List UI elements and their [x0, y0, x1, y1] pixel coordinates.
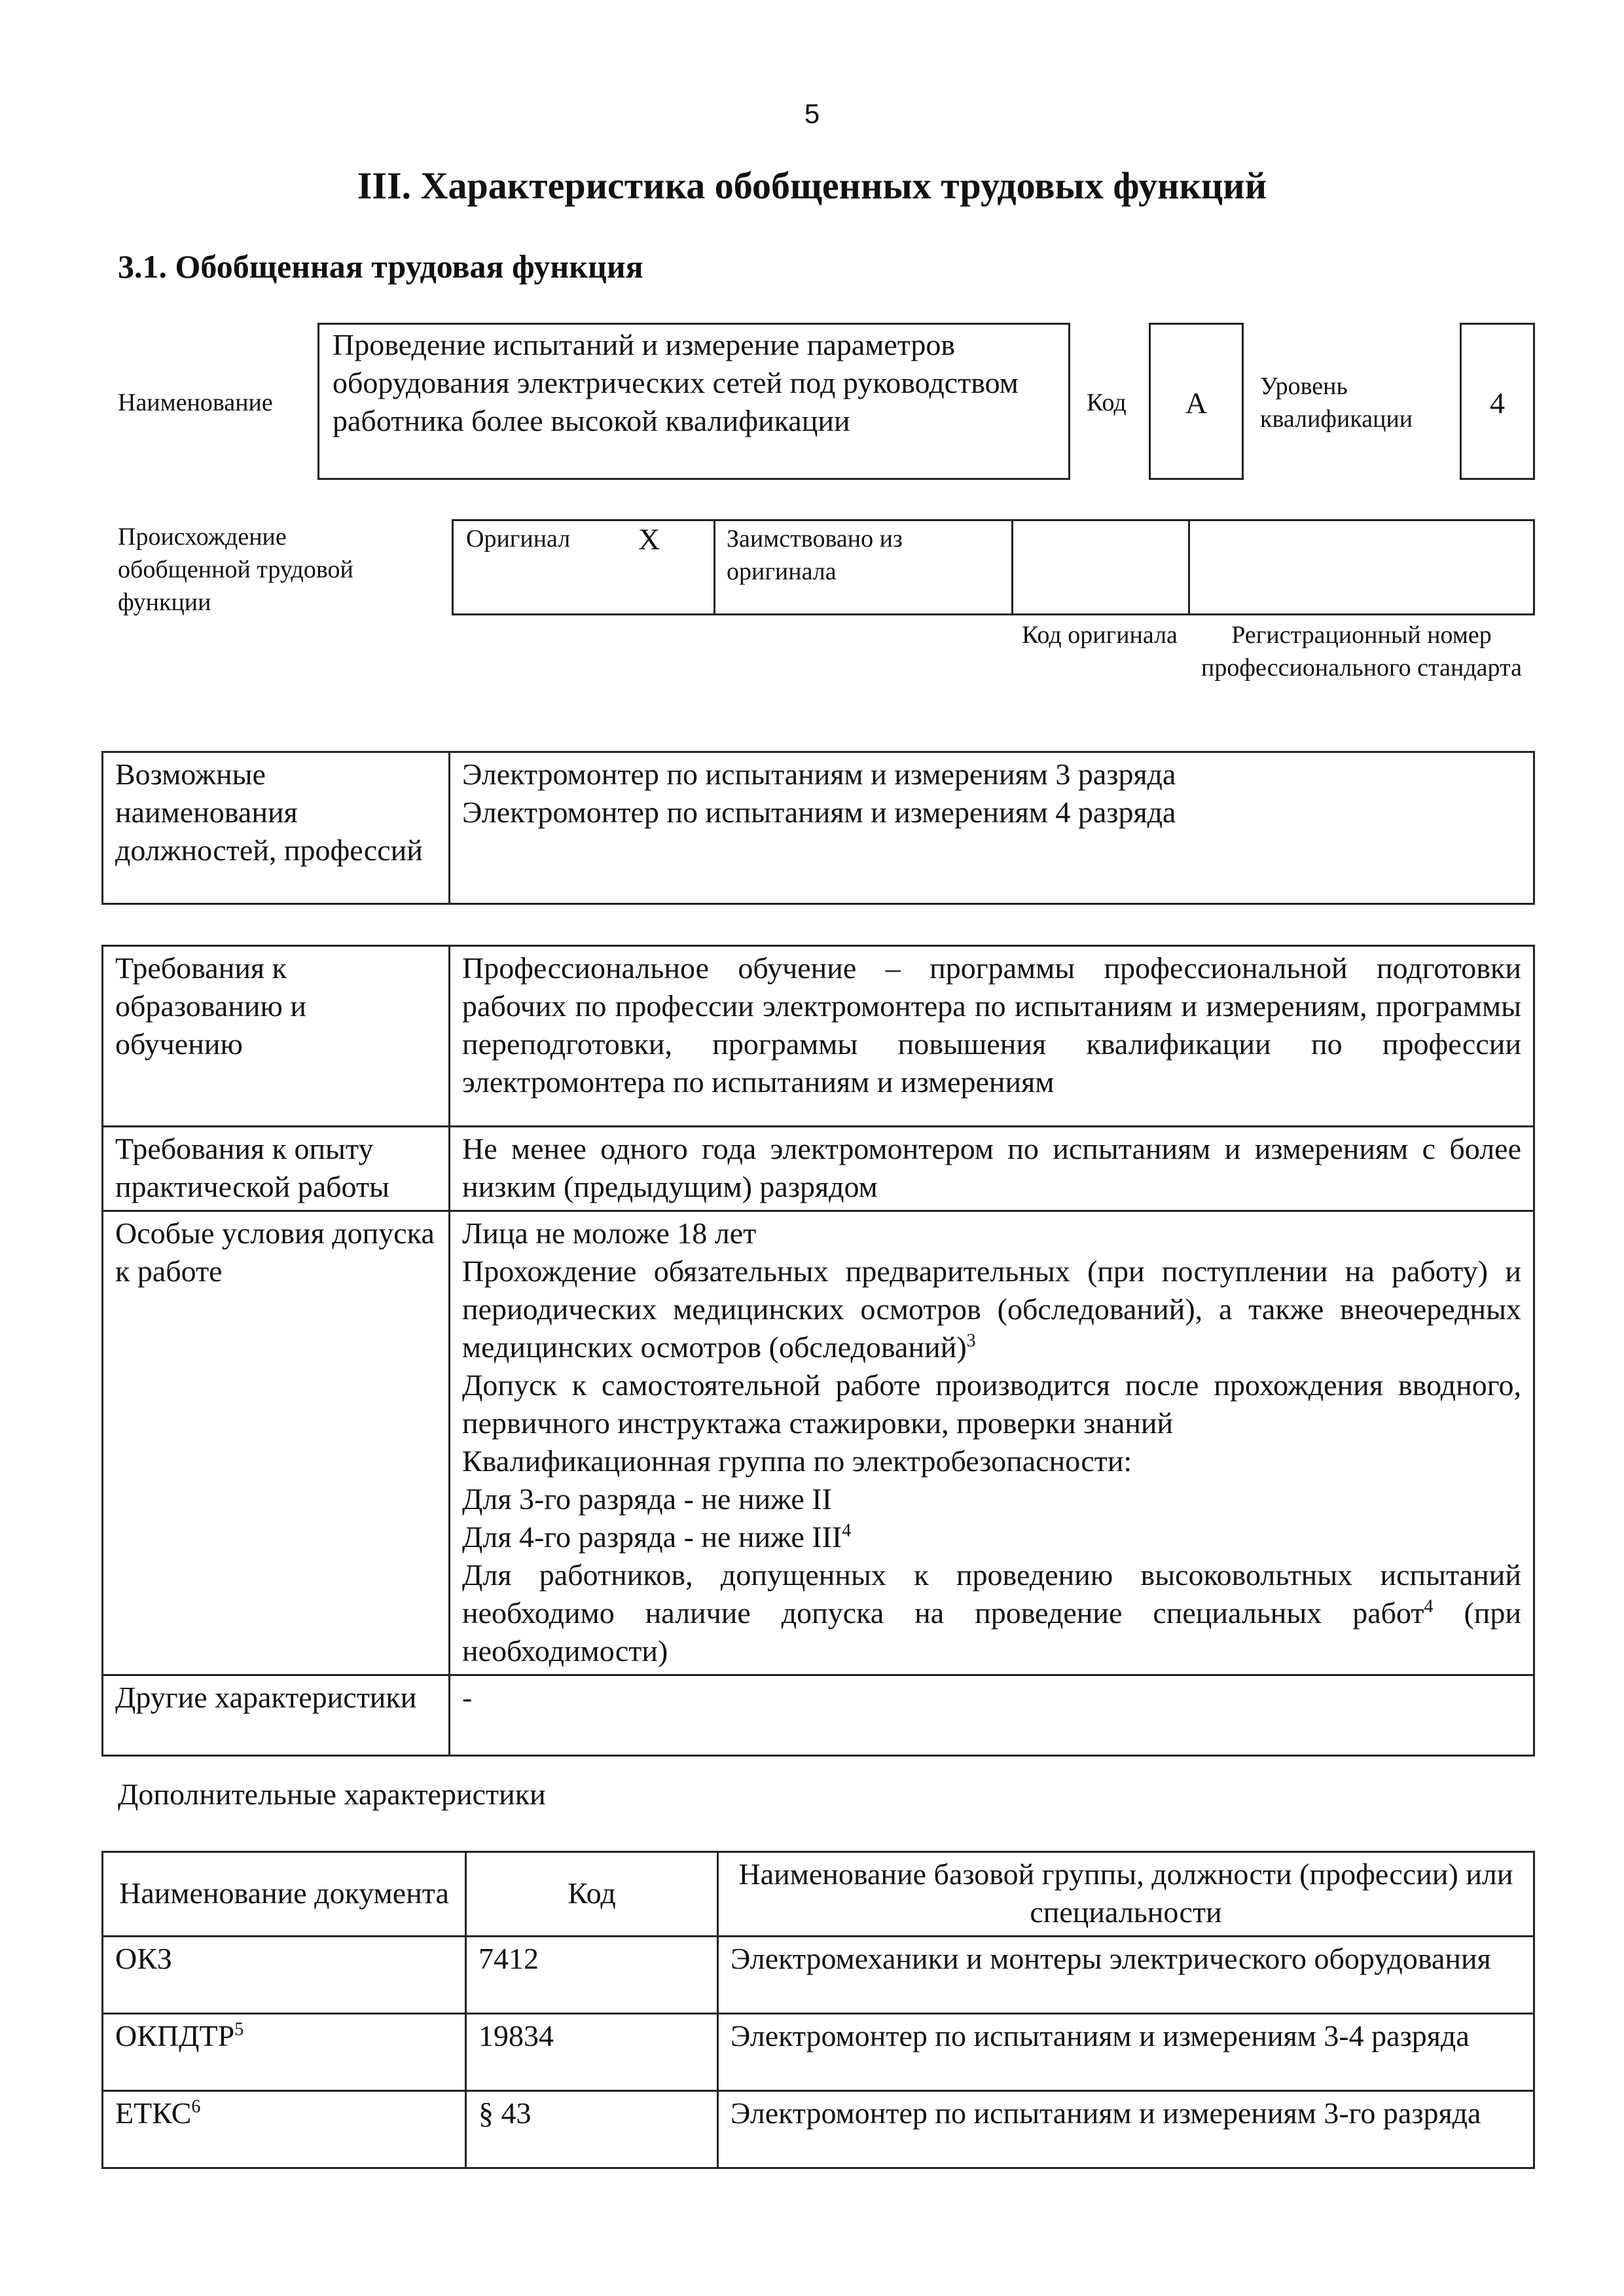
- borrowed-label: Заимствовано из оригинала: [727, 525, 903, 585]
- origin-divider-1: [713, 519, 715, 615]
- experience-label: Требования к опыту практической работы: [103, 1127, 450, 1211]
- condition-admission: Допуск к самостоятельной работе производится после прохождения вводного, первичного инструктажа стажировки, проверки знаний: [462, 1368, 1521, 1440]
- name-value-box: [317, 323, 1070, 480]
- education-text: Профессиональное обучение – программы профессиональной подготовки рабочих по профессии электромонтера по испытаниям и измерениям, программы переподготовки, программы повышения квалификации по профессии электромонтера по испытаниям и измерениям: [450, 946, 1534, 1127]
- experience-row: [103, 1127, 1534, 1211]
- table-row: [103, 2014, 1534, 2091]
- header-code: Код: [466, 1852, 718, 1937]
- origin-label: Происхождение обобщенной трудовой функции: [118, 523, 353, 616]
- conditions-text: [450, 1211, 1534, 1675]
- row-code: 7412: [466, 1937, 718, 2014]
- original-mark: Х: [638, 522, 660, 556]
- additional-header-row: [103, 1852, 1534, 1937]
- condition-medical: Прохождение обязательных предварительных (при поступлении на работу) и периодических медицинских осмотров (обследований), а также внеочередных медицинских осмотров (обследований)$^3$: [462, 1254, 1521, 1364]
- footnote-ref: 4: [842, 1520, 852, 1541]
- position-item: Электромонтер по испытаниям и измерениям 3 разряда: [462, 757, 1176, 791]
- page-number: 5: [804, 98, 820, 129]
- reg-number-caption: Регистрационный номер профессионального стандарта: [1201, 621, 1522, 682]
- section-title: III. Характеристика обобщенных трудовых функций: [357, 164, 1267, 207]
- additional-table: [101, 1851, 1535, 2169]
- row-doc: ОКПДТР$^5$: [103, 2014, 466, 2091]
- header-group-name: Наименование базовой группы, должности (профессии) или специальности: [718, 1852, 1534, 1937]
- position-item: Электромонтер по испытаниям и измерениям 4 разряда: [462, 795, 1176, 829]
- experience-text: Не менее одного года электромонтером по испытаниям и измерениям с более низким (предыдущим) разрядом: [450, 1127, 1534, 1211]
- positions-table: [101, 751, 1535, 905]
- other-row: [103, 1675, 1534, 1756]
- row-name: Электромеханики и монтеры электрического оборудования: [718, 1937, 1534, 2014]
- footnote-ref: 4: [1424, 1596, 1434, 1617]
- row-code: 19834: [466, 2014, 718, 2091]
- row-code: § 43: [466, 2091, 718, 2168]
- header-document: Наименование документа: [103, 1852, 466, 1937]
- conditions-row: [103, 1211, 1534, 1675]
- row-doc: ОКЗ: [103, 1937, 466, 2014]
- code-original-caption: Код оригинала: [1022, 621, 1178, 649]
- footnote-ref: 3: [966, 1330, 976, 1351]
- table-row: [103, 1937, 1534, 2014]
- table-row: [103, 2091, 1534, 2168]
- education-row: [103, 946, 1534, 1127]
- row-name: Электромонтер по испытаниям и измерениям 3-го разряда: [718, 2091, 1534, 2168]
- name-value: Проведение испытаний и измерение параметров оборудования электрических сетей под руководством работника более высокой квалификации: [333, 328, 1019, 437]
- origin-divider-3: [1188, 519, 1190, 615]
- subsection-title: 3.1. Обобщенная трудовая функция: [118, 248, 643, 285]
- original-label: Оригинал: [466, 525, 571, 553]
- other-value: -: [450, 1675, 1534, 1756]
- name-label: Наименование: [118, 389, 273, 416]
- level-label-1: Уровень: [1260, 373, 1348, 400]
- condition-grade3: Для 3-го разряда - не ниже II: [462, 1482, 832, 1516]
- row-doc: ЕТКС$^6$: [103, 2091, 466, 2168]
- footnote-ref: 6: [191, 2096, 201, 2117]
- education-label: Требования к образованию и обучению: [103, 946, 450, 1127]
- level-value: 4: [1460, 323, 1535, 480]
- condition-group: Квалификационная группа по электробезопасности:: [462, 1444, 1132, 1478]
- positions-list: [450, 752, 1534, 904]
- code-value: А: [1149, 323, 1244, 480]
- condition-age: Лица не моложе 18 лет: [462, 1216, 757, 1250]
- condition-high-voltage: Для работников, допущенных к проведению высоковольтных испытаний необходимо наличие допуска на проведение специальных работ$^4$ (при необходимости): [462, 1558, 1521, 1667]
- row-name: Электромонтер по испытаниям и измерениям 3-4 разряда: [718, 2014, 1534, 2091]
- other-label: Другие характеристики: [103, 1675, 450, 1756]
- additional-title: Дополнительные характеристики: [118, 1777, 546, 1811]
- conditions-label: Особые условия допуска к работе: [103, 1211, 450, 1675]
- origin-divider-2: [1011, 519, 1013, 615]
- footnote-ref: 5: [234, 2019, 244, 2040]
- level-label-2: квалификации: [1260, 405, 1413, 433]
- code-label: Код: [1087, 389, 1127, 416]
- condition-grade4: Для 4-го разряда - не ниже III$^4$: [462, 1520, 852, 1554]
- positions-row: [103, 752, 1534, 904]
- positions-label: Возможные наименования должностей, профессий: [103, 752, 450, 904]
- requirements-table: [101, 945, 1535, 1757]
